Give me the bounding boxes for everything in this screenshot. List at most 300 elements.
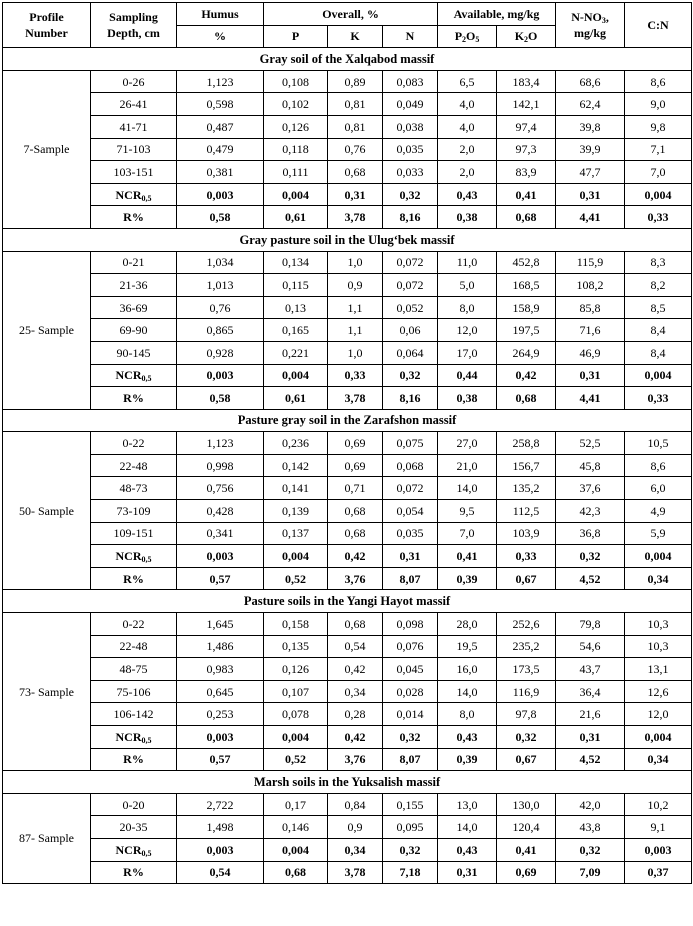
ncr-value-cell: 0,004 bbox=[625, 183, 692, 206]
value-cell: 16,0 bbox=[438, 658, 497, 681]
value-cell: 2,0 bbox=[438, 161, 497, 184]
value-cell: 42,0 bbox=[556, 793, 625, 816]
value-cell: 0,139 bbox=[264, 500, 328, 523]
value-cell: 9,8 bbox=[625, 115, 692, 138]
value-cell: 0,998 bbox=[177, 454, 264, 477]
value-cell: 0,083 bbox=[383, 70, 438, 93]
ncr-value-cell: 0,003 bbox=[177, 545, 264, 568]
profile-number-cell: 25- Sample bbox=[3, 251, 91, 409]
r-percent-value-cell: 4,52 bbox=[556, 748, 625, 771]
ncr-value-cell: 0,43 bbox=[438, 726, 497, 749]
value-cell: 197,5 bbox=[497, 319, 556, 342]
table-row bbox=[3, 70, 692, 93]
r-percent-label: R% bbox=[91, 567, 177, 590]
value-cell: 0,9 bbox=[328, 274, 383, 297]
value-cell: 0,928 bbox=[177, 341, 264, 364]
r-percent-value-cell: 8,16 bbox=[383, 387, 438, 410]
r-percent-value-cell: 4,52 bbox=[556, 567, 625, 590]
table-row bbox=[3, 500, 692, 523]
depth-cell: 0-21 bbox=[91, 251, 177, 274]
value-cell: 1,645 bbox=[177, 613, 264, 636]
humus-header: Humus bbox=[177, 3, 264, 26]
ncr-value-cell: 0,43 bbox=[438, 183, 497, 206]
overall-header: Overall, % bbox=[264, 3, 438, 26]
ncr-label: $NCR_{0,5}$ bbox=[91, 364, 177, 387]
r-percent-value-cell: 8,07 bbox=[383, 748, 438, 771]
ncr-value-cell: 0,42 bbox=[328, 726, 383, 749]
r-percent-row bbox=[3, 861, 692, 884]
table-row bbox=[3, 454, 692, 477]
value-cell: 71,6 bbox=[556, 319, 625, 342]
ncr-label: $NCR_{0,5}$ bbox=[91, 726, 177, 749]
depth-cell: 36-69 bbox=[91, 296, 177, 319]
ncr-value-cell: 0,003 bbox=[177, 364, 264, 387]
section-title: Marsh soils in the Yuksalish massif bbox=[3, 771, 692, 794]
k2o-header: $K_2O$ bbox=[497, 25, 556, 48]
value-cell: 10,3 bbox=[625, 635, 692, 658]
k-header: K bbox=[328, 25, 383, 48]
value-cell: 1,498 bbox=[177, 816, 264, 839]
value-cell: 12,0 bbox=[625, 703, 692, 726]
value-cell: 13,0 bbox=[438, 793, 497, 816]
value-cell: 0,135 bbox=[264, 635, 328, 658]
table-row bbox=[3, 793, 692, 816]
value-cell: 0,81 bbox=[328, 115, 383, 138]
depth-cell: 20-35 bbox=[91, 816, 177, 839]
value-cell: 52,5 bbox=[556, 432, 625, 455]
section-title-row bbox=[3, 590, 692, 613]
value-cell: 0,115 bbox=[264, 274, 328, 297]
n-no3-header: $N-NO_3$, mg/kg bbox=[556, 3, 625, 48]
r-percent-value-cell: 0,38 bbox=[438, 206, 497, 229]
r-percent-value-cell: 0,61 bbox=[264, 206, 328, 229]
value-cell: 39,8 bbox=[556, 115, 625, 138]
table-row bbox=[3, 319, 692, 342]
value-cell: 0,341 bbox=[177, 522, 264, 545]
ncr-value-cell: 0,43 bbox=[438, 838, 497, 861]
ncr-value-cell: 0,004 bbox=[264, 726, 328, 749]
ncr-value-cell: 0,41 bbox=[438, 545, 497, 568]
profile-number-header: Profile Number bbox=[3, 3, 91, 48]
r-percent-value-cell: 0,57 bbox=[177, 567, 264, 590]
ncr-value-cell: 0,41 bbox=[497, 183, 556, 206]
ncr-value-cell: 0,004 bbox=[625, 364, 692, 387]
value-cell: 43,8 bbox=[556, 816, 625, 839]
p2o5-header: $P_2O_5$ bbox=[438, 25, 497, 48]
value-cell: 0,038 bbox=[383, 115, 438, 138]
table-row bbox=[3, 251, 692, 274]
table-row bbox=[3, 161, 692, 184]
ncr-value-cell: 0,32 bbox=[383, 838, 438, 861]
ncr-value-cell: 0,32 bbox=[556, 545, 625, 568]
value-cell: 8,6 bbox=[625, 70, 692, 93]
ncr-row bbox=[3, 183, 692, 206]
section-title: Pasture gray soil in the Zarafshon massif bbox=[3, 409, 692, 432]
value-cell: 0,078 bbox=[264, 703, 328, 726]
table-row bbox=[3, 703, 692, 726]
depth-cell: 0-20 bbox=[91, 793, 177, 816]
profile-number-cell: 87- Sample bbox=[3, 793, 91, 883]
table-row bbox=[3, 635, 692, 658]
depth-cell: 103-151 bbox=[91, 161, 177, 184]
value-cell: 0,221 bbox=[264, 341, 328, 364]
value-cell: 0,052 bbox=[383, 296, 438, 319]
value-cell: 9,1 bbox=[625, 816, 692, 839]
value-cell: 120,4 bbox=[497, 816, 556, 839]
section-title-row bbox=[3, 771, 692, 794]
value-cell: 0,049 bbox=[383, 93, 438, 116]
value-cell: 54,6 bbox=[556, 635, 625, 658]
value-cell: 0,111 bbox=[264, 161, 328, 184]
value-cell: 0,81 bbox=[328, 93, 383, 116]
value-cell: 1,034 bbox=[177, 251, 264, 274]
value-cell: 0,9 bbox=[328, 816, 383, 839]
value-cell: 10,5 bbox=[625, 432, 692, 455]
value-cell: 10,3 bbox=[625, 613, 692, 636]
table-row bbox=[3, 658, 692, 681]
r-percent-value-cell: 0,52 bbox=[264, 567, 328, 590]
r-percent-value-cell: 7,09 bbox=[556, 861, 625, 884]
value-cell: 0,645 bbox=[177, 680, 264, 703]
value-cell: 8,0 bbox=[438, 296, 497, 319]
value-cell: 0,76 bbox=[328, 138, 383, 161]
value-cell: 9,0 bbox=[625, 93, 692, 116]
r-percent-label: R% bbox=[91, 861, 177, 884]
ncr-label: $NCR_{0,5}$ bbox=[91, 838, 177, 861]
value-cell: 0,068 bbox=[383, 454, 438, 477]
value-cell: 62,4 bbox=[556, 93, 625, 116]
value-cell: 103,9 bbox=[497, 522, 556, 545]
depth-cell: 75-106 bbox=[91, 680, 177, 703]
ncr-value-cell: 0,32 bbox=[497, 726, 556, 749]
table-row bbox=[3, 477, 692, 500]
ncr-value-cell: 0,004 bbox=[264, 183, 328, 206]
value-cell: 0,137 bbox=[264, 522, 328, 545]
value-cell: 108,2 bbox=[556, 274, 625, 297]
value-cell: 0,865 bbox=[177, 319, 264, 342]
r-percent-label: R% bbox=[91, 206, 177, 229]
value-cell: 0,107 bbox=[264, 680, 328, 703]
ncr-value-cell: 0,004 bbox=[264, 838, 328, 861]
depth-cell: 106-142 bbox=[91, 703, 177, 726]
ncr-row bbox=[3, 364, 692, 387]
value-cell: 452,8 bbox=[497, 251, 556, 274]
profile-number-cell: 73- Sample bbox=[3, 613, 91, 771]
table-row bbox=[3, 816, 692, 839]
available-header: Available, mg/kg bbox=[438, 3, 556, 26]
value-cell: 13,1 bbox=[625, 658, 692, 681]
value-cell: 8,6 bbox=[625, 454, 692, 477]
ncr-value-cell: 0,33 bbox=[497, 545, 556, 568]
value-cell: 0,102 bbox=[264, 93, 328, 116]
table-row bbox=[3, 432, 692, 455]
value-cell: 11,0 bbox=[438, 251, 497, 274]
depth-cell: 73-109 bbox=[91, 500, 177, 523]
r-percent-label: R% bbox=[91, 748, 177, 771]
r-percent-row bbox=[3, 567, 692, 590]
depth-cell: 48-73 bbox=[91, 477, 177, 500]
r-percent-row bbox=[3, 748, 692, 771]
value-cell: 4,0 bbox=[438, 93, 497, 116]
r-percent-value-cell: 0,34 bbox=[625, 748, 692, 771]
value-cell: 112,5 bbox=[497, 500, 556, 523]
value-cell: 0,28 bbox=[328, 703, 383, 726]
r-percent-value-cell: 0,61 bbox=[264, 387, 328, 410]
value-cell: 0,89 bbox=[328, 70, 383, 93]
value-cell: 10,2 bbox=[625, 793, 692, 816]
value-cell: 0,487 bbox=[177, 115, 264, 138]
table-row bbox=[3, 274, 692, 297]
value-cell: 1,123 bbox=[177, 432, 264, 455]
depth-cell: 71-103 bbox=[91, 138, 177, 161]
ncr-value-cell: 0,003 bbox=[177, 726, 264, 749]
value-cell: 115,9 bbox=[556, 251, 625, 274]
value-cell: 258,8 bbox=[497, 432, 556, 455]
table-row bbox=[3, 522, 692, 545]
r-percent-value-cell: 8,07 bbox=[383, 567, 438, 590]
value-cell: 12,0 bbox=[438, 319, 497, 342]
value-cell: 0,428 bbox=[177, 500, 264, 523]
r-percent-value-cell: 0,39 bbox=[438, 567, 497, 590]
ncr-row bbox=[3, 726, 692, 749]
r-percent-value-cell: 0,67 bbox=[497, 567, 556, 590]
value-cell: 130,0 bbox=[497, 793, 556, 816]
value-cell: 142,1 bbox=[497, 93, 556, 116]
value-cell: 0,054 bbox=[383, 500, 438, 523]
value-cell: 97,3 bbox=[497, 138, 556, 161]
value-cell: 0,42 bbox=[328, 658, 383, 681]
value-cell: 0,035 bbox=[383, 522, 438, 545]
value-cell: 0,146 bbox=[264, 816, 328, 839]
value-cell: 0,028 bbox=[383, 680, 438, 703]
r-percent-label: R% bbox=[91, 387, 177, 410]
value-cell: 2,0 bbox=[438, 138, 497, 161]
ncr-value-cell: 0,31 bbox=[556, 726, 625, 749]
value-cell: 0,064 bbox=[383, 341, 438, 364]
r-percent-value-cell: 0,31 bbox=[438, 861, 497, 884]
value-cell: 7,0 bbox=[438, 522, 497, 545]
ncr-label: $NCR_{0,5}$ bbox=[91, 545, 177, 568]
r-percent-value-cell: 0,58 bbox=[177, 206, 264, 229]
value-cell: 0,108 bbox=[264, 70, 328, 93]
value-cell: 156,7 bbox=[497, 454, 556, 477]
value-cell: 8,0 bbox=[438, 703, 497, 726]
value-cell: 43,7 bbox=[556, 658, 625, 681]
value-cell: 0,126 bbox=[264, 658, 328, 681]
r-percent-value-cell: 0,54 bbox=[177, 861, 264, 884]
ncr-value-cell: 0,32 bbox=[383, 183, 438, 206]
ncr-value-cell: 0,34 bbox=[328, 838, 383, 861]
r-percent-value-cell: 0,58 bbox=[177, 387, 264, 410]
ncr-value-cell: 0,42 bbox=[497, 364, 556, 387]
value-cell: 0,983 bbox=[177, 658, 264, 681]
ncr-value-cell: 0,44 bbox=[438, 364, 497, 387]
value-cell: 6,0 bbox=[625, 477, 692, 500]
r-percent-value-cell: 0,67 bbox=[497, 748, 556, 771]
ncr-value-cell: 0,31 bbox=[383, 545, 438, 568]
profile-number-cell: 7-Sample bbox=[3, 70, 91, 228]
profile-number-cell: 50- Sample bbox=[3, 432, 91, 590]
depth-cell: 109-151 bbox=[91, 522, 177, 545]
value-cell: 0,69 bbox=[328, 454, 383, 477]
soil-data-table bbox=[2, 2, 692, 884]
value-cell: 19,5 bbox=[438, 635, 497, 658]
value-cell: 0,142 bbox=[264, 454, 328, 477]
value-cell: 14,0 bbox=[438, 477, 497, 500]
ncr-value-cell: 0,32 bbox=[383, 364, 438, 387]
value-cell: 158,9 bbox=[497, 296, 556, 319]
value-cell: 235,2 bbox=[497, 635, 556, 658]
p-header: P bbox=[264, 25, 328, 48]
value-cell: 1,1 bbox=[328, 296, 383, 319]
value-cell: 0,134 bbox=[264, 251, 328, 274]
ncr-value-cell: 0,004 bbox=[264, 545, 328, 568]
value-cell: 0,075 bbox=[383, 432, 438, 455]
r-percent-value-cell: 3,78 bbox=[328, 861, 383, 884]
value-cell: 0,68 bbox=[328, 161, 383, 184]
ncr-label: $NCR_{0,5}$ bbox=[91, 183, 177, 206]
value-cell: 0,095 bbox=[383, 816, 438, 839]
depth-cell: 48-75 bbox=[91, 658, 177, 681]
value-cell: 0,68 bbox=[328, 522, 383, 545]
value-cell: 0,06 bbox=[383, 319, 438, 342]
value-cell: 168,5 bbox=[497, 274, 556, 297]
ncr-value-cell: 0,003 bbox=[625, 838, 692, 861]
value-cell: 97,4 bbox=[497, 115, 556, 138]
value-cell: 0,118 bbox=[264, 138, 328, 161]
value-cell: 0,598 bbox=[177, 93, 264, 116]
table-row bbox=[3, 613, 692, 636]
r-percent-row bbox=[3, 206, 692, 229]
ncr-value-cell: 0,31 bbox=[556, 364, 625, 387]
value-cell: 1,486 bbox=[177, 635, 264, 658]
value-cell: 14,0 bbox=[438, 816, 497, 839]
section-title: Pasture soils in the Yangi Hayot massif bbox=[3, 590, 692, 613]
value-cell: 8,5 bbox=[625, 296, 692, 319]
cn-header: C:N bbox=[625, 3, 692, 48]
r-percent-value-cell: 7,18 bbox=[383, 861, 438, 884]
r-percent-value-cell: 0,68 bbox=[497, 206, 556, 229]
depth-cell: 0-22 bbox=[91, 613, 177, 636]
value-cell: 2,722 bbox=[177, 793, 264, 816]
r-percent-value-cell: 3,78 bbox=[328, 206, 383, 229]
section-title: Gray soil of the Xalqabod massif bbox=[3, 48, 692, 71]
value-cell: 0,84 bbox=[328, 793, 383, 816]
table-row bbox=[3, 341, 692, 364]
value-cell: 14,0 bbox=[438, 680, 497, 703]
value-cell: 0,479 bbox=[177, 138, 264, 161]
value-cell: 85,8 bbox=[556, 296, 625, 319]
value-cell: 28,0 bbox=[438, 613, 497, 636]
depth-cell: 26-41 bbox=[91, 93, 177, 116]
ncr-value-cell: 0,003 bbox=[177, 838, 264, 861]
ncr-value-cell: 0,32 bbox=[383, 726, 438, 749]
value-cell: 0,76 bbox=[177, 296, 264, 319]
ncr-value-cell: 0,33 bbox=[328, 364, 383, 387]
humus-unit-header: % bbox=[177, 25, 264, 48]
value-cell: 0,54 bbox=[328, 635, 383, 658]
table-row bbox=[3, 296, 692, 319]
r-percent-value-cell: 0,37 bbox=[625, 861, 692, 884]
value-cell: 173,5 bbox=[497, 658, 556, 681]
value-cell: 46,9 bbox=[556, 341, 625, 364]
ncr-row bbox=[3, 838, 692, 861]
r-percent-value-cell: 0,57 bbox=[177, 748, 264, 771]
table-row bbox=[3, 115, 692, 138]
value-cell: 252,6 bbox=[497, 613, 556, 636]
ncr-value-cell: 0,31 bbox=[328, 183, 383, 206]
value-cell: 0,072 bbox=[383, 274, 438, 297]
table-row bbox=[3, 138, 692, 161]
ncr-value-cell: 0,004 bbox=[264, 364, 328, 387]
value-cell: 5,0 bbox=[438, 274, 497, 297]
section-title-row bbox=[3, 228, 692, 251]
r-percent-value-cell: 0,69 bbox=[497, 861, 556, 884]
value-cell: 12,6 bbox=[625, 680, 692, 703]
r-percent-value-cell: 0,52 bbox=[264, 748, 328, 771]
table-row bbox=[3, 680, 692, 703]
header-row-1 bbox=[3, 3, 692, 26]
value-cell: 6,5 bbox=[438, 70, 497, 93]
ncr-value-cell: 0,32 bbox=[556, 838, 625, 861]
depth-cell: 22-48 bbox=[91, 454, 177, 477]
depth-cell: 0-22 bbox=[91, 432, 177, 455]
value-cell: 0,155 bbox=[383, 793, 438, 816]
value-cell: 0,756 bbox=[177, 477, 264, 500]
value-cell: 42,3 bbox=[556, 500, 625, 523]
value-cell: 9,5 bbox=[438, 500, 497, 523]
ncr-value-cell: 0,003 bbox=[177, 183, 264, 206]
depth-cell: 21-36 bbox=[91, 274, 177, 297]
sampling-depth-header: Sampling Depth, cm bbox=[91, 3, 177, 48]
ncr-row bbox=[3, 545, 692, 568]
value-cell: 0,076 bbox=[383, 635, 438, 658]
depth-cell: 22-48 bbox=[91, 635, 177, 658]
value-cell: 0,045 bbox=[383, 658, 438, 681]
value-cell: 0,17 bbox=[264, 793, 328, 816]
value-cell: 47,7 bbox=[556, 161, 625, 184]
table-row bbox=[3, 93, 692, 116]
value-cell: 0,126 bbox=[264, 115, 328, 138]
value-cell: 116,9 bbox=[497, 680, 556, 703]
table-body bbox=[3, 48, 692, 884]
value-cell: 0,014 bbox=[383, 703, 438, 726]
value-cell: 8,4 bbox=[625, 319, 692, 342]
value-cell: 0,68 bbox=[328, 613, 383, 636]
value-cell: 0,71 bbox=[328, 477, 383, 500]
r-percent-value-cell: 0,34 bbox=[625, 567, 692, 590]
value-cell: 1,0 bbox=[328, 341, 383, 364]
value-cell: 8,2 bbox=[625, 274, 692, 297]
ncr-value-cell: 0,42 bbox=[328, 545, 383, 568]
value-cell: 37,6 bbox=[556, 477, 625, 500]
r-percent-value-cell: 3,76 bbox=[328, 748, 383, 771]
r-percent-value-cell: 0,68 bbox=[264, 861, 328, 884]
value-cell: 68,6 bbox=[556, 70, 625, 93]
value-cell: 97,8 bbox=[497, 703, 556, 726]
value-cell: 183,4 bbox=[497, 70, 556, 93]
value-cell: 0,68 bbox=[328, 500, 383, 523]
value-cell: 0,253 bbox=[177, 703, 264, 726]
r-percent-value-cell: 3,76 bbox=[328, 567, 383, 590]
value-cell: 4,9 bbox=[625, 500, 692, 523]
depth-cell: 90-145 bbox=[91, 341, 177, 364]
value-cell: 45,8 bbox=[556, 454, 625, 477]
value-cell: 17,0 bbox=[438, 341, 497, 364]
value-cell: 0,165 bbox=[264, 319, 328, 342]
value-cell: 0,072 bbox=[383, 477, 438, 500]
value-cell: 4,0 bbox=[438, 115, 497, 138]
